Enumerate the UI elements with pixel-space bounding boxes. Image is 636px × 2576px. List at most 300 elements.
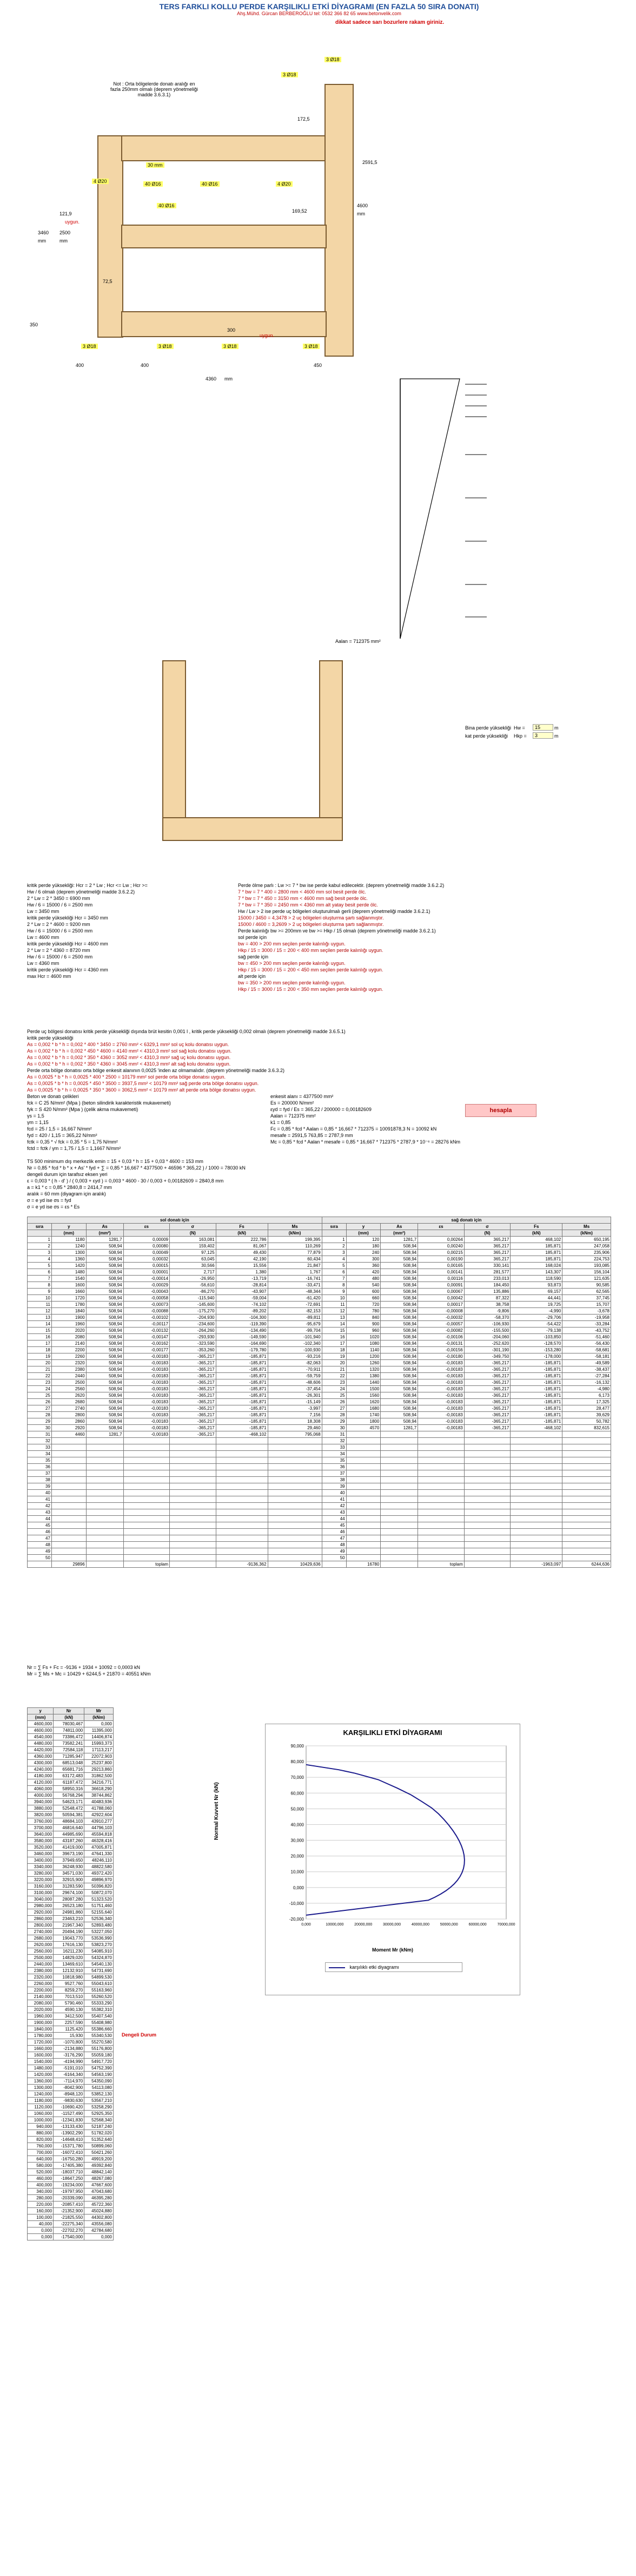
- table-row: [28, 1263, 611, 1269]
- nm-row: [28, 2169, 114, 2176]
- table-row: [28, 1315, 611, 1321]
- table-cell: [86, 1457, 123, 1464]
- nm-row: [28, 1792, 114, 1799]
- table-cell: 48: [322, 1542, 346, 1548]
- flange-bottom-wall: [162, 817, 343, 841]
- table-cell: 27: [28, 1405, 52, 1412]
- table-cell: [216, 1548, 268, 1555]
- table-cell: 26: [28, 1399, 52, 1405]
- calc-line: kritik perde yüksekliği: Hcr = 2 * Lw ; Hcr <= Lw ; Hcr >=: [27, 883, 148, 888]
- table-cell: -0,00102: [123, 1315, 170, 1321]
- nm-cell: 55043,610: [84, 1981, 114, 1987]
- table-cell: 23: [322, 1379, 346, 1386]
- nm-cell: -22275,340: [54, 2221, 84, 2227]
- table-cell: -100,930: [268, 1347, 322, 1353]
- table-cell: -28,814: [216, 1282, 268, 1289]
- table-cell: 300: [346, 1256, 381, 1263]
- nm-row: [28, 2176, 114, 2182]
- table-cell: 14: [28, 1321, 52, 1328]
- table-cell: [346, 1529, 381, 1535]
- nm-cell: -13902,290: [54, 2130, 84, 2137]
- table-cell: -16,741: [268, 1276, 322, 1282]
- nm-cell: 44796,103: [84, 1825, 114, 1831]
- dim-left-unit: mm: [38, 238, 46, 244]
- table-cell: [268, 1444, 322, 1451]
- table-cell: -365,217: [170, 1405, 216, 1412]
- table-cell: 25: [28, 1392, 52, 1399]
- nm-cell: 45594,818: [84, 1831, 114, 1838]
- nm-cell: 9527,760: [54, 1981, 84, 1987]
- nm-cell: 880,000: [28, 2130, 54, 2137]
- rebar-label-4: 4 Ø20: [92, 179, 109, 184]
- table-cell: -29,706: [511, 1315, 562, 1321]
- nm-cell: -6164,340: [54, 2072, 84, 2078]
- table-cell: 360: [346, 1263, 381, 1269]
- table-cell: 34: [28, 1451, 52, 1457]
- plot-area: [306, 1746, 506, 1919]
- nm-cell: 5790,460: [54, 2000, 84, 2007]
- nm-row: [28, 1922, 114, 1929]
- table-cell: -0,00183: [418, 1405, 465, 1412]
- table-cell: -15,149: [268, 1399, 322, 1405]
- table-cell: [562, 1464, 611, 1470]
- floor-height-sym: Hkp =: [514, 733, 527, 739]
- input-warning: dikkat sadece sarı bozurlere rakam giriniz.: [335, 19, 445, 25]
- table-cell: 4: [322, 1256, 346, 1263]
- table-cell: -0,00183: [418, 1360, 465, 1366]
- nm-row: [28, 1864, 114, 1870]
- table-cell: -33,471: [268, 1282, 322, 1289]
- table-cell: [381, 1470, 418, 1477]
- table-cell: 508,94: [381, 1276, 418, 1282]
- nm-cell: 3412,500: [54, 2013, 84, 2020]
- nm-cell: 1180,000: [28, 2098, 54, 2104]
- table-cell: 508,94: [381, 1256, 418, 1263]
- nm-unit: (mm): [28, 1714, 54, 1721]
- table-cell: [562, 1535, 611, 1542]
- table-cell: 110,269: [268, 1243, 322, 1250]
- table-cell: 185,871: [511, 1243, 562, 1250]
- table-cell: [346, 1535, 381, 1542]
- table-cell: -43,752: [562, 1328, 611, 1334]
- nm-cell: -22702,270: [54, 2227, 84, 2234]
- rebar-label-2: 3 Ø18: [281, 72, 298, 77]
- nm-row: [28, 1857, 114, 1864]
- table-cell: -293,930: [170, 1334, 216, 1340]
- table-cell: -0,00183: [418, 1418, 465, 1425]
- table-cell: 508,94: [86, 1250, 123, 1256]
- table-cell: [381, 1457, 418, 1464]
- nm-cell: -17540,000: [54, 2234, 84, 2240]
- nm-cell: 23463,210: [54, 1916, 84, 1922]
- table-cell: 2: [28, 1243, 52, 1250]
- result-summary: [27, 1664, 406, 1677]
- table-cell: 365,217: [464, 1250, 511, 1256]
- table-cell: [464, 1522, 511, 1529]
- nm-row: [28, 1896, 114, 1903]
- table-cell: 21: [322, 1366, 346, 1373]
- nm-cell: 44302,800: [84, 2214, 114, 2221]
- nm-cell: 47667,600: [84, 2182, 114, 2189]
- table-row: [28, 1457, 611, 1464]
- nm-row: [28, 2208, 114, 2214]
- table-cell: [170, 1509, 216, 1516]
- table-cell: 720: [346, 1302, 381, 1308]
- table-cell: 37,745: [562, 1295, 611, 1302]
- table-cell: -0,00183: [418, 1392, 465, 1399]
- nm-row: [28, 1870, 114, 1877]
- nm-row: [28, 1747, 114, 1753]
- table-cell: 43: [322, 1509, 346, 1516]
- table-cell: 20: [28, 1360, 52, 1366]
- nm-cell: 2320,000: [28, 1974, 54, 1981]
- table-cell: [86, 1516, 123, 1522]
- nm-header: y: [28, 1708, 54, 1714]
- table-row: [28, 1412, 611, 1418]
- rebar-table: [27, 1217, 611, 1568]
- table-cell: -365,217: [464, 1366, 511, 1373]
- table-cell: [511, 1477, 562, 1483]
- table-cell: 900: [346, 1321, 381, 1328]
- table-cell: [381, 1542, 418, 1548]
- table-header: As: [86, 1224, 123, 1230]
- table-cell: 4570: [346, 1425, 381, 1431]
- calc-line: sağ perde için: [238, 954, 269, 960]
- nm-row: [28, 2202, 114, 2208]
- nm-cell: 32915,900: [54, 1877, 84, 1883]
- dim-bw-2: 400: [76, 363, 84, 368]
- table-row: [28, 1347, 611, 1353]
- table-cell: 330,141: [464, 1263, 511, 1269]
- table-cell: -70,911: [268, 1366, 322, 1373]
- table-cell: [123, 1555, 170, 1561]
- nm-cell: 21967,340: [54, 1922, 84, 1929]
- table-cell: 30: [322, 1425, 346, 1431]
- nm-cell: 2200,000: [28, 1987, 54, 1994]
- table-cell: [464, 1496, 511, 1503]
- hesapla-button[interactable]: hesapla: [465, 1104, 536, 1117]
- table-cell: 508,94: [86, 1360, 123, 1366]
- table-cell: [511, 1444, 562, 1451]
- table-cell: 6244,636: [562, 1561, 611, 1568]
- neutral-axis-calc: [27, 1158, 568, 1210]
- table-cell: -185,871: [216, 1360, 268, 1366]
- strain-diagram: [395, 373, 611, 644]
- table-cell: 508,94: [381, 1418, 418, 1425]
- chart-title: KARŞILIKLI ETKİ DİYAGRAMI: [343, 1729, 442, 1737]
- interaction-chart: [265, 1724, 520, 1995]
- table-cell: [346, 1548, 381, 1555]
- table-cell: -0,00183: [418, 1366, 465, 1373]
- table-cell: 25: [322, 1392, 346, 1399]
- nm-cell: -18647,250: [54, 2176, 84, 2182]
- nm-cell: 8259,270: [54, 1987, 84, 1994]
- nm-cell: 3760,000: [28, 1818, 54, 1825]
- dim-mid-unit: mm: [59, 238, 68, 244]
- table-cell: -38,437: [562, 1366, 611, 1373]
- nm-cell: 24981,860: [54, 1909, 84, 1916]
- nm-row: [28, 2072, 114, 2078]
- table-cell: 50,782: [562, 1418, 611, 1425]
- table-cell: 118,590: [511, 1276, 562, 1282]
- nm-row: [28, 1974, 114, 1981]
- table-header: y: [51, 1224, 86, 1230]
- table-cell: -185,871: [216, 1418, 268, 1425]
- table-cell: [464, 1555, 511, 1561]
- table-cell: [381, 1561, 418, 1568]
- nm-cell: -16750,280: [54, 2156, 84, 2163]
- nm-cell: 73582,241: [54, 1740, 84, 1747]
- table-unit: (kN): [511, 1230, 562, 1237]
- table-cell: 168,024: [511, 1263, 562, 1269]
- table-cell: [562, 1542, 611, 1548]
- table-cell: -0,00029: [123, 1282, 170, 1289]
- nm-row: [28, 1851, 114, 1857]
- table-cell: 40: [322, 1490, 346, 1496]
- x-tick-label: 40000,000: [411, 1923, 429, 1927]
- calc-line: As = 0,002 * b * h = 0,002 * 350 * 4360 = 3052 mm² < 4310,3 mm² sağ uç kolu donatısı uygun.: [27, 1055, 231, 1060]
- table-cell: 508,94: [86, 1418, 123, 1425]
- table-cell: -0,00183: [123, 1353, 170, 1360]
- table-cell: 2620: [51, 1392, 86, 1399]
- nm-row: [28, 1916, 114, 1922]
- table-cell: 508,94: [381, 1243, 418, 1250]
- table-cell: [346, 1457, 381, 1464]
- table-cell: [170, 1470, 216, 1477]
- table-cell: [268, 1457, 322, 1464]
- table-row: [28, 1399, 611, 1405]
- table-cell: 5: [322, 1263, 346, 1269]
- table-cell: 2200: [51, 1347, 86, 1353]
- table-cell: 508,94: [381, 1386, 418, 1392]
- nm-cell: 4600,000: [28, 1727, 54, 1734]
- table-cell: -101,940: [268, 1334, 322, 1340]
- table-cell: -27,284: [562, 1373, 611, 1379]
- table-cell: [86, 1444, 123, 1451]
- table-cell: [381, 1438, 418, 1444]
- table-cell: 10: [28, 1295, 52, 1302]
- calc-line: Hkp / 15 = 3000 / 15 = 200 < 450 mm seçilen perde kalınlığı uygun.: [238, 967, 383, 972]
- table-cell: [170, 1477, 216, 1483]
- calc-line: 7 * bw = 7 * 450 = 3150 mm < 4600 mm sağ besit perde ölc.: [238, 896, 368, 901]
- calc-line: Perde orta bölge donatısı orta bölge enkesit alanının 0,0025 'inden az olmamalıdır. (deprem yönetmeliği madde 3.6.3.2): [27, 1068, 285, 1073]
- material-calc: [27, 1093, 265, 1152]
- table-cell: [418, 1555, 465, 1561]
- nm-cell: 1660,000: [28, 2046, 54, 2052]
- table-cell: 2140: [51, 1340, 86, 1347]
- table-row: [28, 1373, 611, 1379]
- table-cell: 1560: [346, 1392, 381, 1399]
- table-cell: [123, 1490, 170, 1496]
- table-cell: 540: [346, 1282, 381, 1289]
- table-cell: 1,767: [268, 1269, 322, 1276]
- table-cell: [346, 1451, 381, 1457]
- nm-cell: 55163,960: [84, 1987, 114, 1994]
- nm-cell: 700,000: [28, 2150, 54, 2156]
- table-cell: 31: [28, 1431, 52, 1438]
- table-cell: -48,606: [268, 1379, 322, 1386]
- chart-ylabel: Normal Kuvvet Nr (kN): [214, 1782, 220, 1840]
- y-tick-label: 70,000: [290, 1775, 304, 1780]
- table-cell: 508,94: [381, 1347, 418, 1353]
- table-cell: [418, 1444, 465, 1451]
- nm-cell: 73386,472: [54, 1734, 84, 1740]
- table-cell: 0,00240: [418, 1243, 465, 1250]
- rebar-label-10: 3 Ø18: [157, 344, 174, 349]
- calc-line: Lw = 4360 mm: [27, 961, 59, 966]
- table-cell: -204,930: [170, 1315, 216, 1321]
- table-cell: -185,871: [511, 1360, 562, 1366]
- table-cell: [51, 1542, 86, 1548]
- nm-row: [28, 1929, 114, 1935]
- nm-cell: 58950,316: [54, 1786, 84, 1792]
- table-cell: [86, 1490, 123, 1496]
- table-cell: [216, 1444, 268, 1451]
- table-row: [28, 1250, 611, 1256]
- table-cell: -56,610: [170, 1282, 216, 1289]
- table-cell: -185,871: [216, 1386, 268, 1392]
- nm-cell: 45024,880: [84, 2208, 114, 2214]
- material-line: Es = 200000 N/mm²: [270, 1100, 314, 1106]
- table-cell: 1: [28, 1237, 52, 1243]
- table-cell: 508,94: [381, 1334, 418, 1340]
- table-cell: -365,217: [464, 1379, 511, 1386]
- table-cell: -58,370: [464, 1315, 511, 1321]
- table-cell: [170, 1503, 216, 1509]
- table-row: [28, 1464, 611, 1470]
- x-tick-label: 60000,000: [468, 1923, 487, 1927]
- nm-row: [28, 2033, 114, 2039]
- table-cell: 365,217: [464, 1237, 511, 1243]
- aalan-label: Aalan = 712375 mm²: [335, 639, 381, 644]
- table-header: sıra: [322, 1224, 346, 1230]
- nm-cell: 34216,771: [84, 1779, 114, 1786]
- nm-cell: 42922,604: [84, 1812, 114, 1818]
- table-cell: 1200: [346, 1353, 381, 1360]
- nm-cell: 52568,340: [84, 2117, 114, 2124]
- nm-cell: 53536,990: [84, 1935, 114, 1942]
- table-cell: 508,94: [381, 1282, 418, 1289]
- nm-row: [28, 2104, 114, 2111]
- story-height-input[interactable]: 15: [533, 724, 553, 731]
- table-cell: -106,930: [464, 1321, 511, 1328]
- floor-height-input[interactable]: 3: [533, 732, 553, 739]
- table-cell: 39: [28, 1483, 52, 1490]
- table-cell: 233,013: [464, 1276, 511, 1282]
- dim-offset-4: 169,52: [292, 208, 307, 214]
- table-cell: -0,00131: [418, 1340, 465, 1347]
- nm-cell: 34571,030: [54, 1870, 84, 1877]
- table-cell: -365,217: [170, 1353, 216, 1360]
- table-cell: [381, 1464, 418, 1470]
- table-cell: [346, 1438, 381, 1444]
- table-cell: 38,758: [464, 1302, 511, 1308]
- nm-cell: 28087,280: [54, 1896, 84, 1903]
- nm-row: [28, 2221, 114, 2227]
- table-cell: [418, 1464, 465, 1470]
- table-cell: 17,325: [562, 1399, 611, 1405]
- table-cell: 795,068: [268, 1431, 322, 1438]
- nm-cell: 4420,000: [28, 1747, 54, 1753]
- table-cell: [511, 1457, 562, 1464]
- table-cell: -0,00183: [123, 1373, 170, 1379]
- nm-row: [28, 1721, 114, 1727]
- nm-cell: 17113,217: [84, 1747, 114, 1753]
- table-cell: -0,00183: [123, 1418, 170, 1425]
- table-cell: 1740: [346, 1412, 381, 1418]
- nm-cell: 51352,640: [84, 2137, 114, 2143]
- nm-row: [28, 2137, 114, 2143]
- table-row: [28, 1477, 611, 1483]
- nm-row: [28, 2078, 114, 2085]
- table-cell: [418, 1457, 465, 1464]
- table-cell: 240: [346, 1250, 381, 1256]
- nm-cell: 2620,000: [28, 1942, 54, 1948]
- nm-row: [28, 1838, 114, 1844]
- table-row: [28, 1340, 611, 1347]
- nm-cell: 55407,540: [84, 2013, 114, 2020]
- material-line: Aalan = 712375 mm²: [270, 1113, 316, 1119]
- table-cell: [170, 1535, 216, 1542]
- nm-cell: 48822,580: [84, 1864, 114, 1870]
- table-cell: 508,94: [381, 1353, 418, 1360]
- table-cell: [346, 1509, 381, 1516]
- table-cell: 508,94: [86, 1386, 123, 1392]
- table-cell: -0,00032: [418, 1315, 465, 1321]
- y-tick-label: 40,000: [290, 1822, 304, 1828]
- table-cell: [51, 1555, 86, 1561]
- nm-cell: 10818,980: [54, 1974, 84, 1981]
- table-cell: 2320: [51, 1360, 86, 1366]
- table-cell: [511, 1503, 562, 1509]
- nm-cell: 47005,871: [84, 1844, 114, 1851]
- nm-cell: -7114,970: [54, 2078, 84, 2085]
- table-cell: 6: [322, 1269, 346, 1276]
- calc-line: Perde uç bölgesi donatısı kritik perde yüksekliği dışında brüt kesitin 0,001 l , kritik perde yüksekliği 0,002 olmalı (deprem yönetmeliği madde 3.6.5.1): [27, 1029, 346, 1034]
- nm-cell: 1000,000: [28, 2117, 54, 2124]
- table-cell: [86, 1483, 123, 1490]
- table-unit: [418, 1230, 465, 1237]
- nm-row: [28, 1740, 114, 1747]
- table-cell: 832,615: [562, 1425, 611, 1431]
- material-line: Mc = 0,85 * fcd * Aalan * mesafe = 0,85 * 16,667 * 712375 * 2787,9 * 10⁻⁶ = 28276 kNm: [270, 1139, 460, 1145]
- table-cell: 960: [346, 1328, 381, 1334]
- table-cell: 1080: [346, 1340, 381, 1347]
- table-cell: [216, 1542, 268, 1548]
- table-cell: 29896: [51, 1561, 86, 1568]
- nm-cell: 53852,130: [84, 2091, 114, 2098]
- calc-line: max Hcr = 4600 mm: [27, 974, 71, 979]
- nm-cell: -15371,780: [54, 2143, 84, 2150]
- table-cell: 60,434: [268, 1256, 322, 1263]
- table-cell: 6: [28, 1269, 52, 1276]
- table-cell: [123, 1542, 170, 1548]
- nm-row: [28, 1844, 114, 1851]
- table-cell: [464, 1477, 511, 1483]
- table-cell: [511, 1451, 562, 1457]
- nm-cell: 100,000: [28, 2214, 54, 2221]
- table-cell: [123, 1503, 170, 1509]
- table-cell: 2440: [51, 1373, 86, 1379]
- table-cell: [268, 1503, 322, 1509]
- table-cell: [86, 1529, 123, 1535]
- table-cell: 1380: [346, 1373, 381, 1379]
- table-cell: 1620: [346, 1399, 381, 1405]
- table-cell: [562, 1509, 611, 1516]
- table-header: σ: [170, 1224, 216, 1230]
- neutral-line: aralık = 60 mm (diyagram için aralık): [27, 1191, 106, 1197]
- table-cell: 13: [322, 1315, 346, 1321]
